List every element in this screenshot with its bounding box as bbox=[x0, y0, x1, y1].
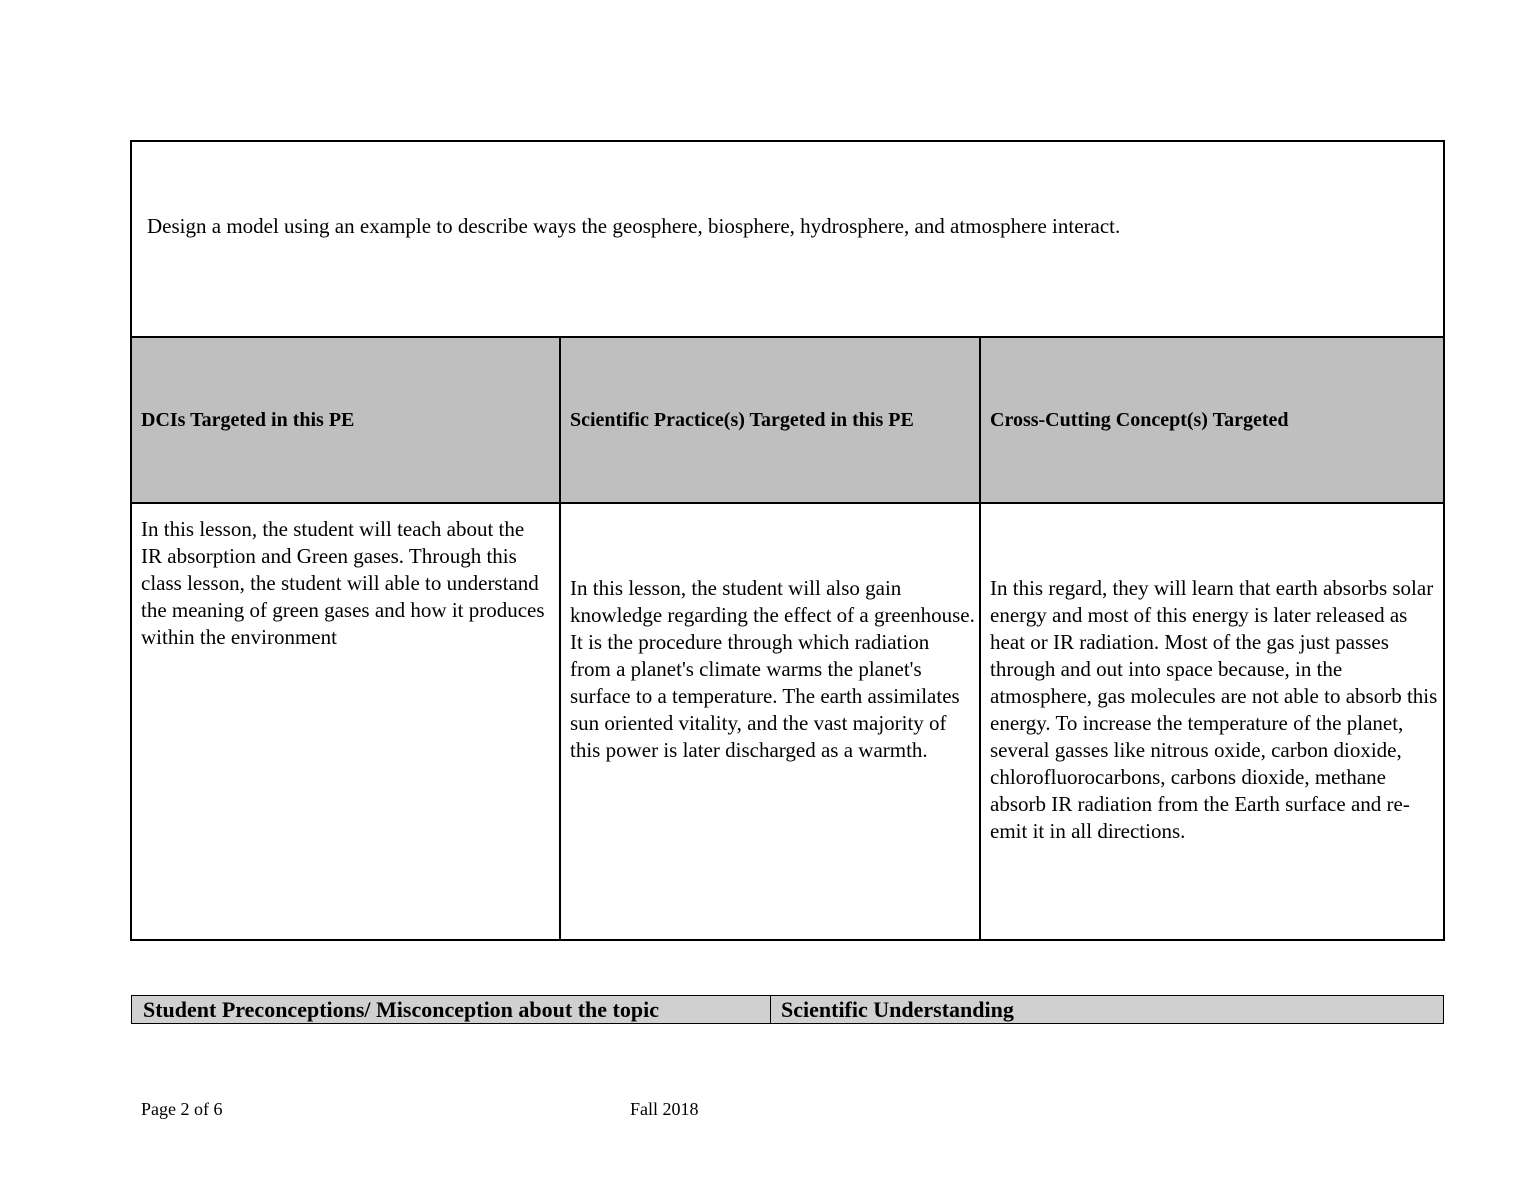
footer-term: Fall 2018 bbox=[630, 1099, 699, 1119]
lesson-plan-table bbox=[130, 140, 1445, 941]
table-body-row bbox=[132, 504, 1443, 941]
practices-text: In this lesson, the student will also gain knowledge regarding the effect of a greenhouse. It is the procedure through which radiation from a planet's climate warms the planet's surface to a temperature. The earth assimilates sun oriented vitality, and the vast majority of this power is later discharged as a warmth. bbox=[570, 576, 975, 762]
footer-page-number: Page 2 of 6 bbox=[141, 1099, 223, 1119]
body-cell-crosscutting bbox=[981, 504, 1443, 941]
header-preconceptions: Student Preconceptions/ Misconception about the topic bbox=[132, 996, 771, 1023]
header-cell-dcis bbox=[132, 338, 561, 502]
body-cell-dcis bbox=[132, 504, 561, 941]
header-scientific-understanding: Scientific Understanding bbox=[781, 997, 1014, 1022]
table-header-row bbox=[132, 338, 1443, 504]
misconceptions-table bbox=[131, 995, 1444, 1024]
header-label-crosscutting: Cross-Cutting Concept(s) Targeted bbox=[990, 409, 1289, 431]
performance-expectation-row bbox=[132, 142, 1443, 338]
performance-expectation-text: Design a model using an example to describe ways the geosphere, biosphere, hydrosphere, and atmosphere interact. bbox=[147, 214, 1121, 238]
dcis-text: In this lesson, the student will teach about the IR absorption and Green gases. Through this class lesson, the student will able to understand the meaning of green gases and how it produces within the environment bbox=[141, 517, 545, 649]
header-label-practices: Scientific Practice(s) Targeted in this PE bbox=[570, 409, 914, 431]
header-cell-crosscutting bbox=[981, 338, 1443, 502]
crosscutting-text: In this regard, they will learn that earth absorbs solar energy and most of this energy is later released as heat or IR radiation. Most of the gas just passes through and out into space because, in the atmosphere, gas molecules are not able to absorb this energy. To increase the temperature of the planet, several gasses like nitrous oxide, carbon dioxide, chlorofluorocarbons, carbons dioxide, methane absorb IR radiation from the Earth surface and re-emit it in all directions. bbox=[990, 576, 1438, 843]
header-label-dcis: DCIs Targeted in this PE bbox=[141, 409, 355, 431]
header-cell-practices bbox=[561, 338, 981, 502]
body-cell-practices bbox=[561, 504, 981, 941]
